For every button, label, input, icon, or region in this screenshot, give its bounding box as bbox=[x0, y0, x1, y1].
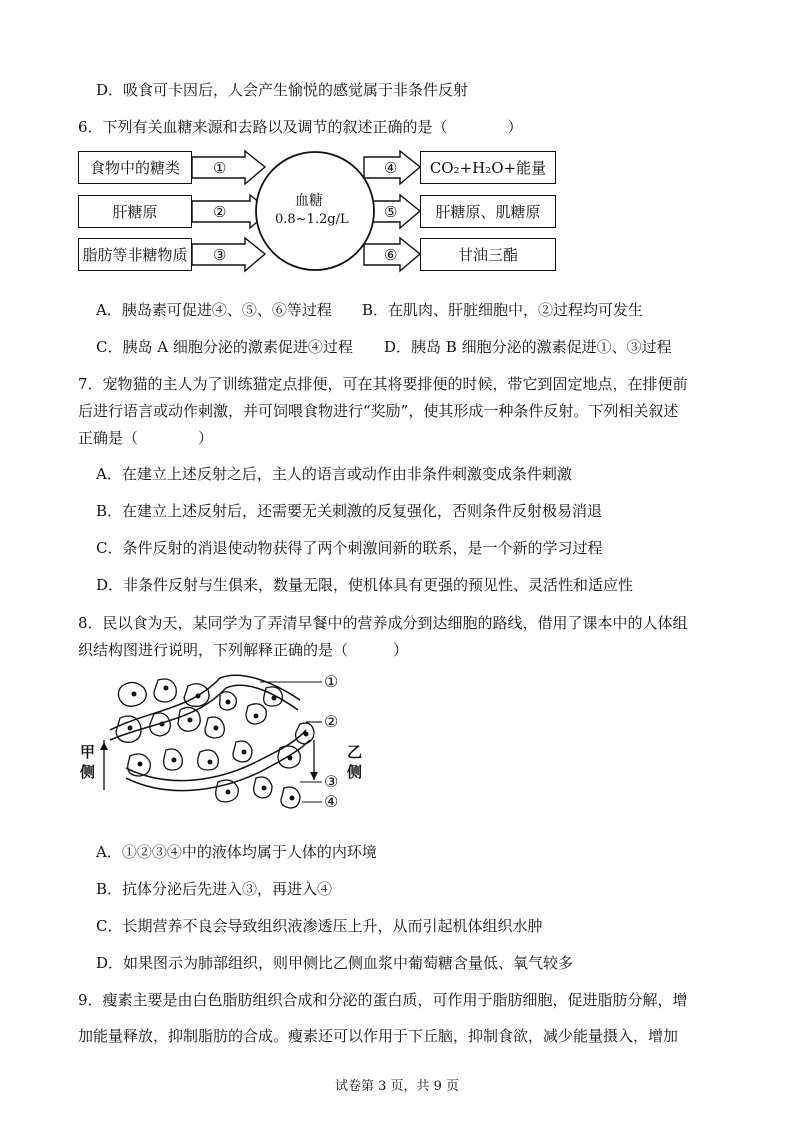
q8-stem-line2: 织结构图进行说明，下列解释正确的是（ ） bbox=[78, 641, 409, 659]
q6-option-b: B．在肌肉、肝脏细胞中，②过程均可发生 bbox=[362, 301, 644, 319]
q8-option-d: D．如果图示为肺部组织，则甲侧比乙侧血浆中葡萄糖含量低、氧气较多 bbox=[96, 954, 574, 972]
q7-stem-line1: 7．宠物猫的主人为了训练猫定点排便，可在其将要排便的时候，带它到固定地点，在排便前 bbox=[78, 375, 688, 393]
q6-option-d: D．胰岛 B 细胞分泌的激素促进①、③过程 bbox=[384, 338, 672, 356]
q7-option-c: C．条件反射的消退使动物获得了两个刺激间新的联系，是一个新的学习过程 bbox=[96, 539, 603, 557]
q7-option-d: D．非条件反射与生俱来，数量无限，使机体具有更强的预见性、灵活性和适应性 bbox=[96, 576, 634, 594]
arrow-label-3: ③ bbox=[213, 246, 227, 264]
left-side-label-2: 侧 bbox=[80, 763, 96, 781]
q9-stem-line1: 9．瘦素主要是由白色脂肪组织合成和分泌的蛋白质，可作用于脂肪细胞，促进脂肪分解，增 bbox=[78, 991, 688, 1009]
blood-glucose-range: 0.8~1.2g/L bbox=[275, 212, 349, 227]
q6-stem: 6．下列有关血糖来源和去路以及调节的叙述正确的是（ ） bbox=[78, 118, 523, 136]
arrow-label-2: ② bbox=[213, 203, 227, 221]
dest-box-glycogen: 肝糖原、肌糖原 bbox=[420, 195, 556, 228]
tissue-label-1: ① bbox=[324, 672, 339, 691]
arrow-in-1 bbox=[192, 151, 265, 184]
tissue-label-4: ④ bbox=[324, 792, 339, 811]
q8-option-c: C．长期营养不良会导致组织液渗透压上升，从而引起机体组织水肿 bbox=[96, 917, 543, 935]
q7-option-b: B．在建立上述反射后，还需要无关刺激的反复强化，否则条件反射极易消退 bbox=[96, 502, 603, 520]
right-side-label-1: 乙 bbox=[347, 743, 363, 761]
source-box-food-sugar: 食物中的糖类 bbox=[78, 151, 192, 184]
arrow-label-1: ① bbox=[213, 159, 227, 177]
page-footer: 试卷第 3 页，共 9 页 bbox=[334, 1079, 460, 1094]
right-side-label-2: 侧 bbox=[347, 763, 363, 781]
q7-stem-line3: 正确是（ ） bbox=[78, 429, 214, 447]
q7-stem-line2: 后进行语言或动作刺激，并可饲喂食物进行“奖励”，使其形成一种条件反射。下列相关叙述 bbox=[78, 402, 679, 420]
q6-option-a: A．胰岛素可促进④、⑤、⑥等过程 bbox=[96, 301, 332, 319]
dest-box-co2-water-energy: CO₂+H₂O+能量 bbox=[420, 151, 556, 184]
tissue-label-2: ② bbox=[324, 712, 339, 731]
arrow-label-4: ④ bbox=[384, 159, 398, 177]
source-box-liver-glycogen: 肝糖原 bbox=[78, 195, 192, 228]
q8-option-b: B．抗体分泌后先进入③，再进入④ bbox=[96, 880, 333, 898]
dest-box-triglyceride: 甘油三酯 bbox=[420, 238, 556, 271]
q5-option-d: D．吸食可卡因后，人会产生愉悦的感觉属于非条件反射 bbox=[96, 81, 469, 99]
tissue-label-3: ③ bbox=[324, 772, 339, 791]
arrow-label-5: ⑤ bbox=[384, 203, 398, 221]
q8-option-a: A．①②③④中的液体均属于人体的内环境 bbox=[96, 843, 377, 861]
q9-stem-line2: 加能量释放，抑制脂肪的合成。瘦素还可以作用于下丘脑，抑制食欲，减少能量摄入，增加 bbox=[78, 1027, 679, 1045]
q8-stem-line1: 8．民以食为天，某同学为了弄清早餐中的营养成分到达细胞的路线，借用了课本中的人体组 bbox=[78, 614, 688, 632]
arrow-in-3 bbox=[192, 238, 265, 271]
q7-option-a: A．在建立上述反射之后，主人的语言或动作由非条件刺激变成条件刺激 bbox=[96, 465, 572, 483]
q6-option-c: C．胰岛 A 细胞分泌的激素促进④过程 bbox=[96, 338, 353, 356]
source-box-non-sugar: 脂肪等非糖物质 bbox=[78, 238, 192, 271]
arrow-label-6: ⑥ bbox=[384, 246, 398, 264]
left-side-label-1: 甲 bbox=[80, 743, 96, 761]
blood-glucose-title: 血糖 bbox=[295, 193, 323, 209]
